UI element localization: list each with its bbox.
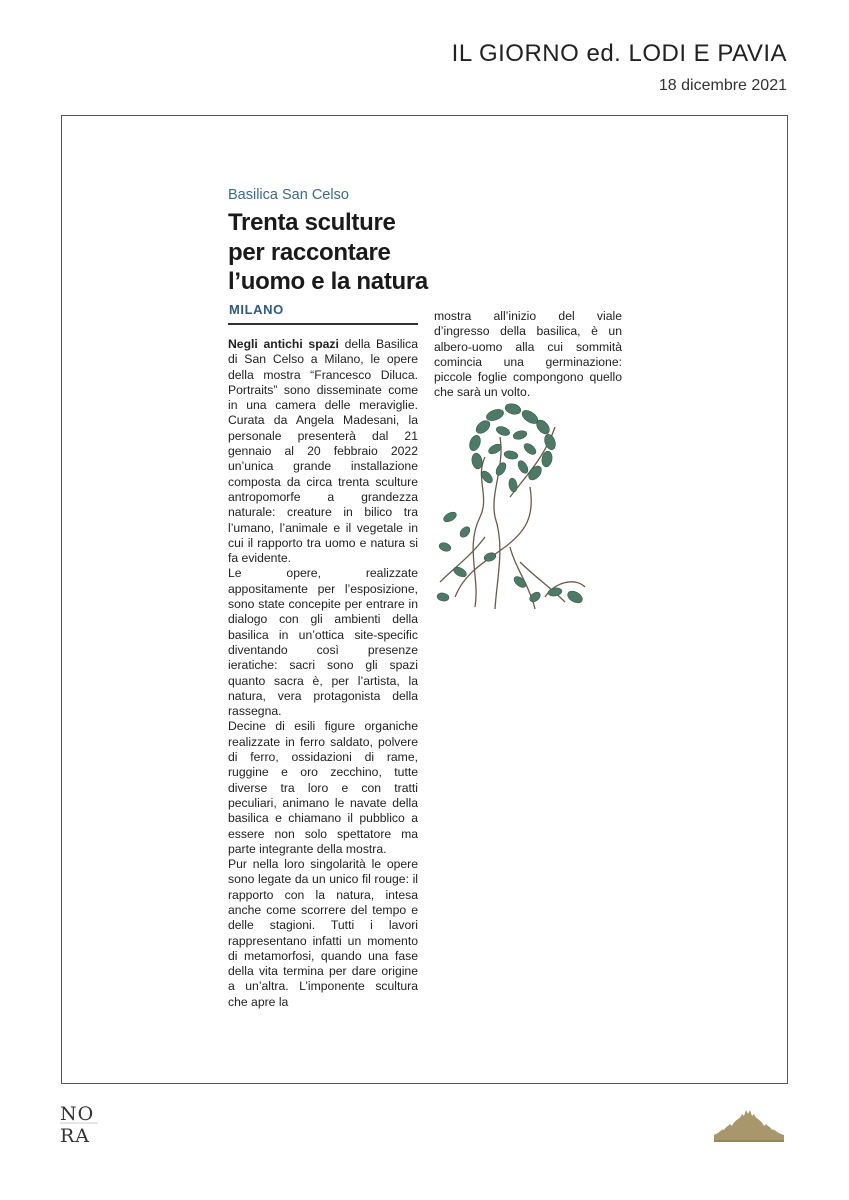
paragraph-5: mostra all’inizio del viale d’ingresso della basilica, è un albero-uomo alla cui sommità comincia una germinazione: piccole foglie compongono quello che sarà un volto. xyxy=(434,309,622,400)
publication-date: 18 dicembre 2021 xyxy=(658,77,787,94)
article-city: MILANO xyxy=(229,302,284,317)
svg-text:NO: NO xyxy=(60,1103,95,1125)
nora-logo xyxy=(58,1100,104,1146)
article-clipping xyxy=(228,185,623,1009)
headline-line-1: Trenta sculture xyxy=(228,209,396,236)
crown-logo xyxy=(712,1108,786,1144)
lead-bold: Negli antichi spazi xyxy=(228,337,339,351)
article-column-left xyxy=(228,337,418,1010)
paragraph-1 xyxy=(228,337,418,566)
article-headline xyxy=(228,208,428,297)
svg-text:RA: RA xyxy=(60,1125,91,1146)
article-kicker: Basilica San Celso xyxy=(228,187,349,203)
paragraph-4: Pur nella loro singolarità le opere sono legate da un unico fil rouge: il rapporto con la natura, intesa anche come scorrere del tempo e delle stagioni. Tutti i lavori rappresentano infatti un momento di metamorfosi, quando una fase della vita termina per dare origine a un’altra. L’imponente scultura che apre la xyxy=(228,857,418,1009)
sculpture-leaves xyxy=(436,402,584,605)
publication-title: IL GIORNO ed. LODI E PAVIA xyxy=(451,40,787,67)
headline-line-3: l’uomo e la natura xyxy=(228,268,428,295)
headline-rule xyxy=(228,323,418,325)
paragraph-3: Decine di esili figure organiche realizzate in ferro saldato, polvere di ferro, ossidazioni di rame, ruggine e oro zecchino, tutte diverse tra loro e con tratti peculiari, animano le navate della basilica e chiamano il pubblico a essere non solo spettatore ma parte integrante della mostra. xyxy=(228,719,418,856)
sculpture-photo xyxy=(435,397,590,609)
headline-line-2: per raccontare xyxy=(228,238,391,266)
article-column-right xyxy=(434,309,622,401)
paragraph-2: Le opere, realizzate appositamente per l’esposizione, sono state concepite per entrare in dialogo con gli ambienti della basilica in un’ottica site-specific diventando così presenze ieratiche: sacri sono gli spazi quanto sacra è, per l’artista, la natura, vera protagonista della rassegna. xyxy=(228,566,418,719)
paragraph-1-text: della Basilica di San Celso a Milano, le opere della mostra “Francesco Diluca. Portraits” sono disseminate come in una camera delle meraviglie. Curata da Angela Madesani, la personale presenterà dal 21 gennaio al 20 febbraio 2022 un’unica grande installazione composta da circa trenta sculture antropomorfe a grandezza naturale: creature in bilico tra l’umano, l’animale e il vegetale in cui il rapporto tra uomo e natura si fa evidente. xyxy=(228,337,418,566)
